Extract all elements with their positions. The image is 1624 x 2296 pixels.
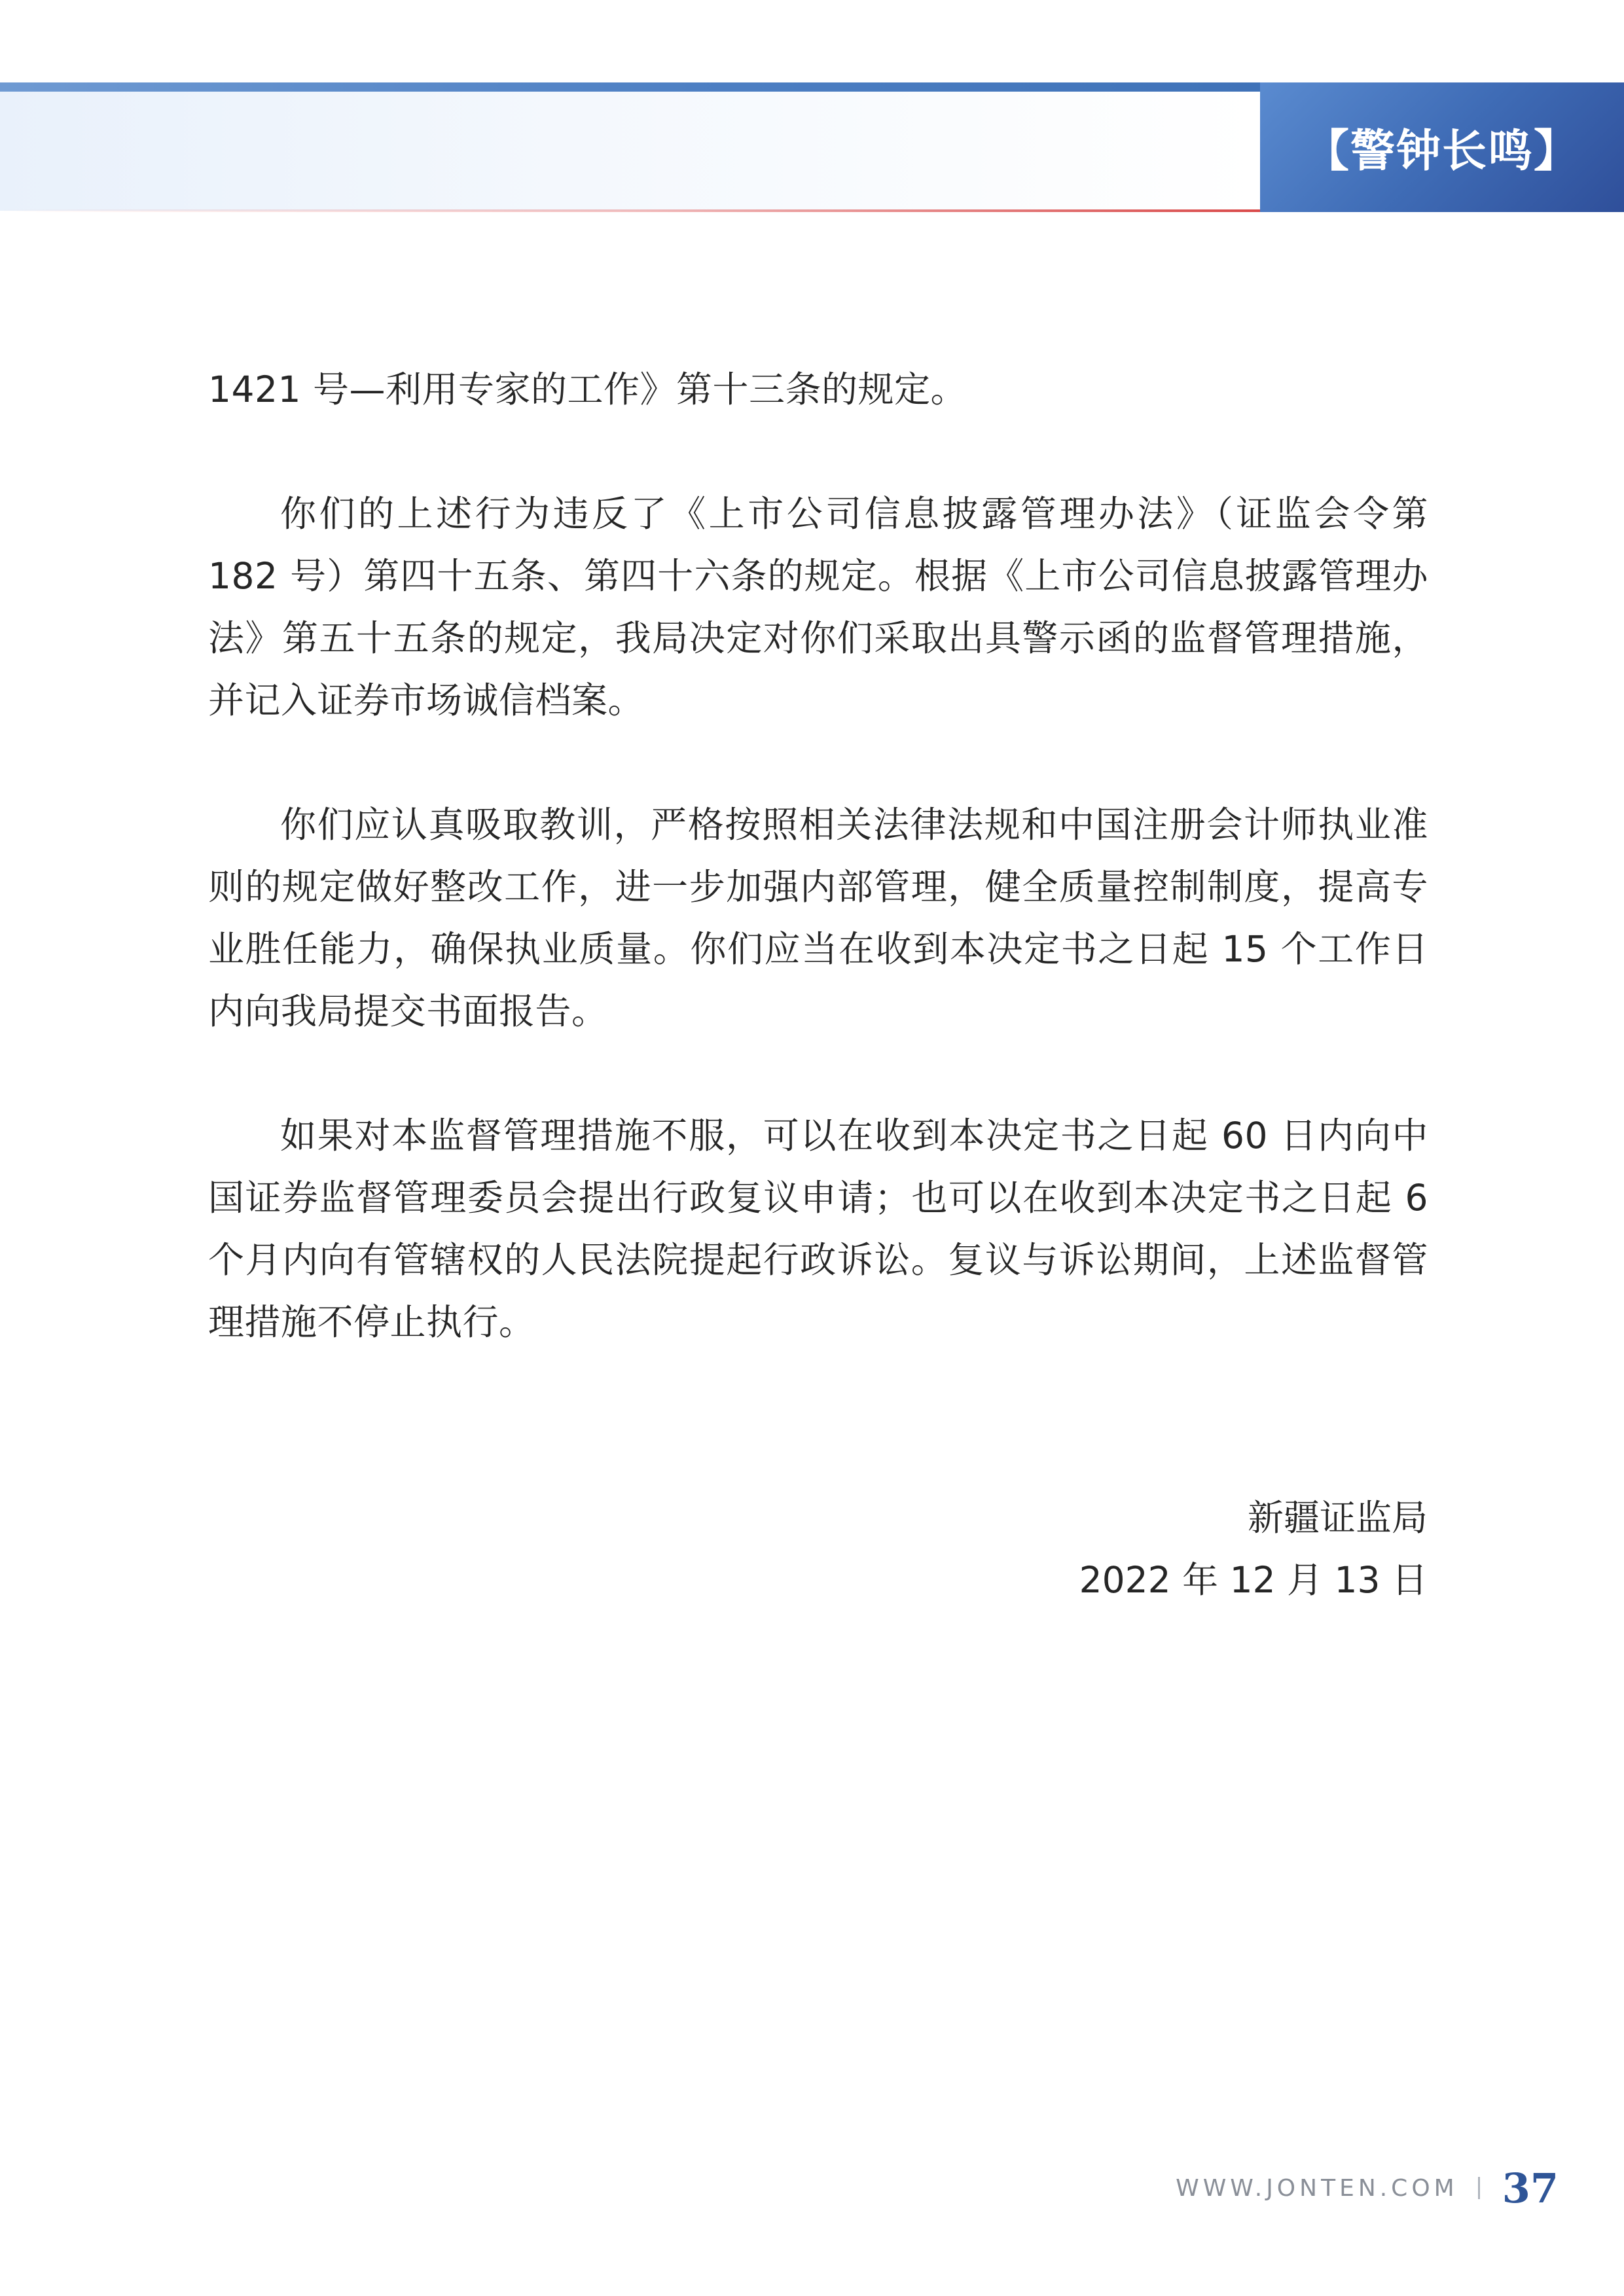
section-tag-label: 【警钟长鸣】	[1304, 124, 1579, 177]
website-url: WWW.JONTEN.COM	[1176, 2174, 1458, 2202]
header-top-rule	[0, 82, 1260, 92]
paragraph-continuation: 1421 号—利用专家的工作》第十三条的规定。	[208, 368, 967, 410]
paragraph-appeal: 如果对本监督管理措施不服，可以在收到本决定书之日起 60 日内向中国证券监督管理委员会提出行政复议申请；也可以在收到本决定书之日起 6 个月内向有管辖权的人民法院提起行政诉讼。复议与诉讼期间，上述监督管理措施不停止执行。	[208, 1115, 1428, 1343]
section-tag	[1260, 82, 1624, 212]
paragraph-violation: 你们的上述行为违反了《上市公司信息披露管理办法》（证监会令第 182 号）第四十五条、第四十六条的规定。根据《上市公司信息披露管理办法》第五十五条的规定，我局决定对你们采取出具警示函的监督管理措施，并记入证券市场诚信档案。	[208, 493, 1428, 721]
footer-divider	[1478, 2177, 1480, 2199]
page-footer	[1176, 2159, 1559, 2217]
document-body	[208, 359, 1428, 1354]
issuer-name: 新疆证监局	[1247, 1497, 1428, 1539]
header-band	[0, 82, 1260, 211]
paragraph-rectification: 你们应认真吸取教训，严格按照相关法律法规和中国注册会计师执业准则的规定做好整改工作，进一步加强内部管理，健全质量控制制度，提高专业胜任能力，确保执业质量。你们应当在收到本决定书之日起 15 个工作日内向我局提交书面报告。	[208, 804, 1428, 1032]
signature-block	[1079, 1487, 1428, 1611]
issue-date: 2022 年 12 月 13 日	[1079, 1559, 1428, 1601]
header-bottom-rule	[0, 209, 1260, 212]
page-number: 37	[1502, 2164, 1559, 2212]
